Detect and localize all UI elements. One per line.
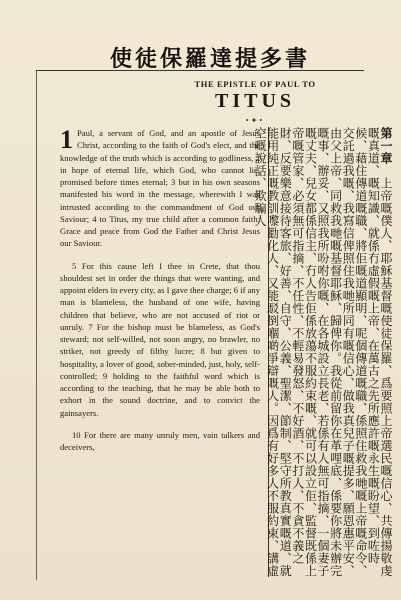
english-paragraph-1	[60, 127, 260, 250]
english-paragraph-1-text: Paul, a servant of God, and an apostle of Jesus Christ, according to the faith of God's elect, and the knowledge of the truth which is according to godliness, 2 in hope of eternal life, which God, who cannot lie, promised before times eternal; 3 but in his own seasons manifested his word in the message, wherewith I was intrusted according to the commandment of God our Saviour; 4 to Titus, my true child after a common faith: Grace and peace from God the Father and Christ Jesus our Saviour.	[60, 128, 260, 249]
english-text-column	[60, 127, 260, 463]
chinese-chapter-label: 第一章	[379, 127, 393, 165]
chinese-text-column	[253, 127, 393, 579]
margin-rule	[36, 70, 37, 580]
english-paragraph-3: 10 For there are many unruly men, vain talkers and deceivers,	[60, 429, 260, 452]
title-divider	[36, 70, 364, 71]
chinese-body-text: 上帝嘅僕人、耶穌基督嘅使徒保羅、爲要照上帝選民嘅信心、共傳揚敬虔嘅真道、嘅知識、就係冇虛假嘅上帝、在萬古之先所應許嘅永生嘅盼望、到咗時候、藉住傳道嘅職、將佢嘅道顯明、呢個傳道嘅職、係照住救我哋嘅上帝嘅命令、交託過我嘅、我寫信俾照住我哋所同有嘅信心、做我真兒子嘅提多、願恩惠平安、由父上帝、同救我哋嘅基督耶穌、歸俾你。我從前留你在革哩底、係要你將未辦完嘅事、辦妥、又照我所吩咐你嘅、在各城設立長老、若係有人無可指摘、一個妻子嘅丈夫、兒女都係信主、冇人告佢係放蕩不服約束嘅、就可以設立佢、監督既係上帝嘅管家、必須無可指摘、不任性、不輕易發怒、不好酒、不打人、不貪不義之財、反要樂意接待客旅、好善、自守、公義、聖潔、節制、堅守所教真實嘅道、就能用純正嘅教訓嚟勸化人、又能駁倒嗰啲爭辯嘅人。因爲有好多人不服約束、講虛空嘅說話、欺騙人	[253, 127, 393, 577]
english-paragraph-2: 5 For this cause left I thee in Crete, that thou shouldest set in order the things that were wanting, and appoint elders in every city, as I gave thee charge; 6 if any man is blameless, the husband of one wife, having children that believe, who are not accused of riot or unruly. 7 For the bishop must be blameless, as God's steward; not self-willed, not soon angry, no brawler, no striker, not greedy of filthy lucre; 8 but given to hospitality, a lover of good, sober-minded, just, holy, self-controlled; 9 holding to the faithful word which is according to the teaching, that he may be able both to exhort in the sound doctrine, and to convict the gainsayers.	[60, 260, 260, 418]
english-title-line: THE EPISTLE OF PAUL TO	[194, 79, 316, 89]
chinese-book-title: 使徒保羅達提多書	[109, 46, 310, 71]
ornament-icon: •✦•	[245, 116, 265, 125]
book-name: TITUS	[214, 90, 296, 112]
chapter-dropcap: 1	[60, 125, 73, 154]
